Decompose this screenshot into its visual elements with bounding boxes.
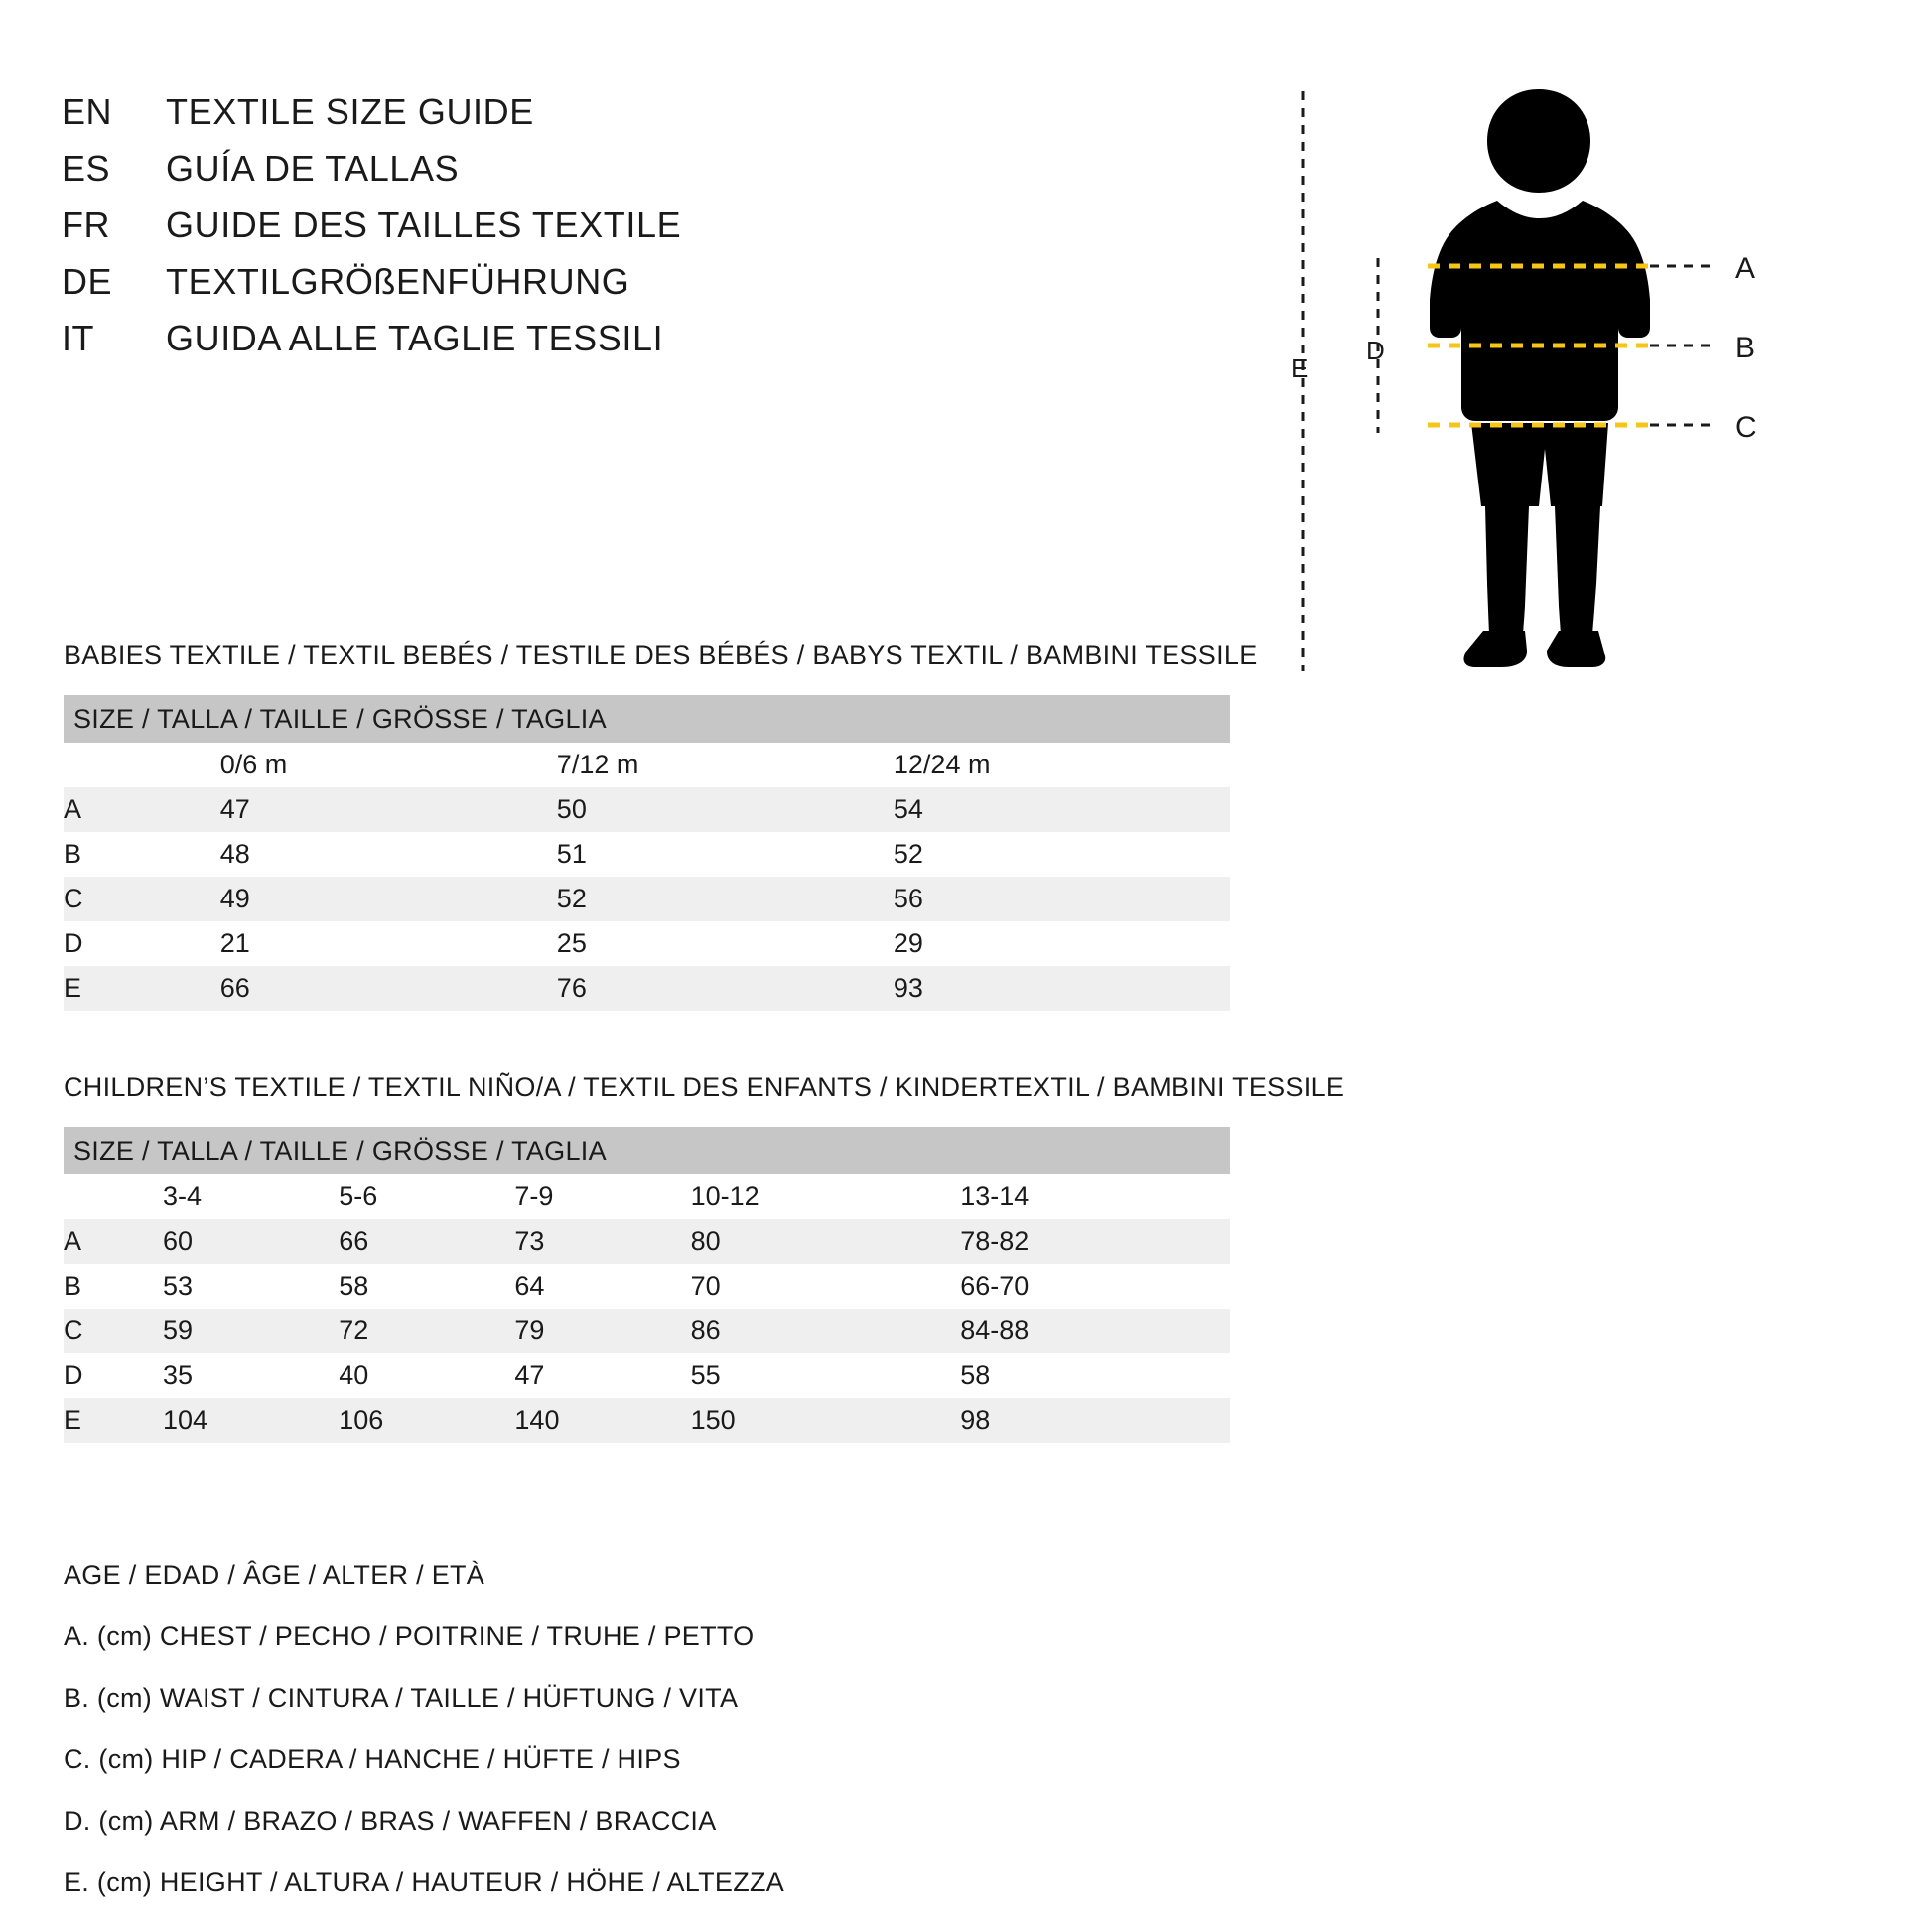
children-band-label: SIZE / TALLA / TAILLE / GRÖSSE / TAGLIA [64,1127,1230,1174]
children-cell-a-0: 60 [163,1219,339,1264]
babies-cell-e-0: 66 [220,966,557,1011]
children-cell-e-0: 104 [163,1398,339,1443]
children-cell-b-4: 66-70 [960,1264,1230,1309]
children-cell-a-2: 73 [514,1219,690,1264]
babies-col-2: 12/24 m [894,743,1230,787]
corner-cell [64,743,220,787]
figure-label-e: E [1291,353,1309,383]
babies-cell-e-2: 93 [894,966,1230,1011]
babies-row-label-a: A [64,787,220,832]
legend-line-hip: C. (cm) HIP / CADERA / HANCHE / HÜFTE / HIPS [64,1744,681,1774]
babies-row-label-c: C [64,877,220,921]
children-col-1: 5-6 [339,1174,514,1219]
title-row [62,91,1253,148]
table-column-header [64,1174,1230,1219]
title-text-it: GUIDA ALLE TAGLIE TESSILI [166,318,664,358]
children-cell-b-2: 64 [514,1264,690,1309]
title-row [62,148,1253,205]
children-row-label-c: C [64,1309,163,1353]
children-cell-c-2: 79 [514,1309,690,1353]
title-row [62,318,1253,374]
children-cell-d-2: 47 [514,1353,690,1398]
children-cell-a-3: 80 [691,1219,961,1264]
babies-cell-a-2: 54 [894,787,1230,832]
legend-line-waist: B. (cm) WAIST / CINTURA / TAILLE / HÜFTUNG / VITA [64,1683,739,1713]
title-lang-es: ES [62,148,111,189]
legend-line-arm: D. (cm) ARM / BRAZO / BRAS / WAFFEN / BRACCIA [64,1806,717,1836]
table-row [64,966,1230,1011]
children-cell-b-3: 70 [691,1264,961,1309]
children-cell-c-1: 72 [339,1309,514,1353]
babies-row-label-b: B [64,832,220,877]
children-cell-e-4: 98 [960,1398,1230,1443]
children-cell-d-3: 55 [691,1353,961,1398]
table-column-header [64,743,1230,787]
table-band-header [64,695,1230,743]
babies-cell-b-0: 48 [220,832,557,877]
table-row [64,877,1230,921]
children-row-label-a: A [64,1219,163,1264]
babies-row-label-e: E [64,966,220,1011]
child-silhouette-shape [1430,89,1650,667]
children-section-heading: CHILDREN’S TEXTILE / TEXTIL NIÑO/A / TEXTIL DES ENFANTS / KINDERTEXTIL / BAMBINI TESSILE [64,1072,1345,1102]
legend-line-chest: A. (cm) CHEST / PECHO / POITRINE / TRUHE / PETTO [64,1621,755,1651]
babies-cell-b-1: 51 [557,832,894,877]
table-row [64,1353,1230,1398]
table-row [64,1398,1230,1443]
legend-block [64,1544,1453,1913]
children-size-table [64,1127,1230,1443]
figure-label-d: D [1366,336,1385,365]
children-cell-b-1: 58 [339,1264,514,1309]
babies-cell-b-2: 52 [894,832,1230,877]
babies-cell-c-1: 52 [557,877,894,921]
table-row [64,787,1230,832]
table-band-header [64,1127,1230,1174]
children-row-label-d: D [64,1353,163,1398]
children-cell-b-0: 53 [163,1264,339,1309]
legend-line-age: AGE / EDAD / ÂGE / ALTER / ETÀ [64,1560,485,1589]
children-cell-a-1: 66 [339,1219,514,1264]
children-col-3: 10-12 [691,1174,961,1219]
babies-cell-a-0: 47 [220,787,557,832]
title-lang-de: DE [62,261,113,302]
children-cell-d-1: 40 [339,1353,514,1398]
babies-row-label-d: D [64,921,220,966]
table-row [64,921,1230,966]
babies-cell-d-2: 29 [894,921,1230,966]
title-text-es: GUÍA DE TALLAS [166,148,460,189]
babies-cell-d-0: 21 [220,921,557,966]
legend-line-height: E. (cm) HEIGHT / ALTURA / HAUTEUR / HÖHE / ALTEZZA [64,1867,785,1897]
babies-col-0: 0/6 m [220,743,557,787]
babies-cell-a-1: 50 [557,787,894,832]
babies-band-label: SIZE / TALLA / TAILLE / GRÖSSE / TAGLIA [64,695,1230,743]
measurement-figure [1291,79,1866,735]
children-cell-e-1: 106 [339,1398,514,1443]
figure-label-c: C [1735,411,1757,444]
table-row [64,832,1230,877]
table-row [64,1309,1230,1353]
corner-cell [64,1174,163,1219]
figure-label-b: B [1735,332,1756,364]
children-cell-c-0: 59 [163,1309,339,1353]
children-col-2: 7-9 [514,1174,690,1219]
title-row [62,205,1253,261]
children-cell-a-4: 78-82 [960,1219,1230,1264]
title-lang-fr: FR [62,205,110,245]
babies-cell-e-1: 76 [557,966,894,1011]
title-lang-it: IT [62,318,94,358]
children-cell-d-4: 58 [960,1353,1230,1398]
babies-size-table [64,695,1230,1011]
children-cell-e-2: 140 [514,1398,690,1443]
children-cell-c-3: 86 [691,1309,961,1353]
title-text-en: TEXTILE SIZE GUIDE [166,91,534,132]
children-cell-e-3: 150 [691,1398,961,1443]
title-row [62,261,1253,318]
children-row-label-b: B [64,1264,163,1309]
babies-cell-d-1: 25 [557,921,894,966]
children-cell-c-4: 84-88 [960,1309,1230,1353]
children-col-4: 13-14 [960,1174,1230,1219]
title-text-de: TEXTILGRÖßENFÜHRUNG [166,261,630,302]
babies-col-1: 7/12 m [557,743,894,787]
children-col-0: 3-4 [163,1174,339,1219]
babies-cell-c-0: 49 [220,877,557,921]
title-lang-en: EN [62,91,113,132]
babies-section-heading: BABIES TEXTILE / TEXTIL BEBÉS / TESTILE DES BÉBÉS / BABYS TEXTIL / BAMBINI TESSILE [64,640,1258,670]
table-row [64,1264,1230,1309]
figure-label-a: A [1735,252,1756,285]
babies-cell-c-2: 56 [894,877,1230,921]
table-row [64,1219,1230,1264]
children-row-label-e: E [64,1398,163,1443]
title-block [62,91,1253,374]
title-text-fr: GUIDE DES TAILLES TEXTILE [166,205,682,245]
children-cell-d-0: 35 [163,1353,339,1398]
